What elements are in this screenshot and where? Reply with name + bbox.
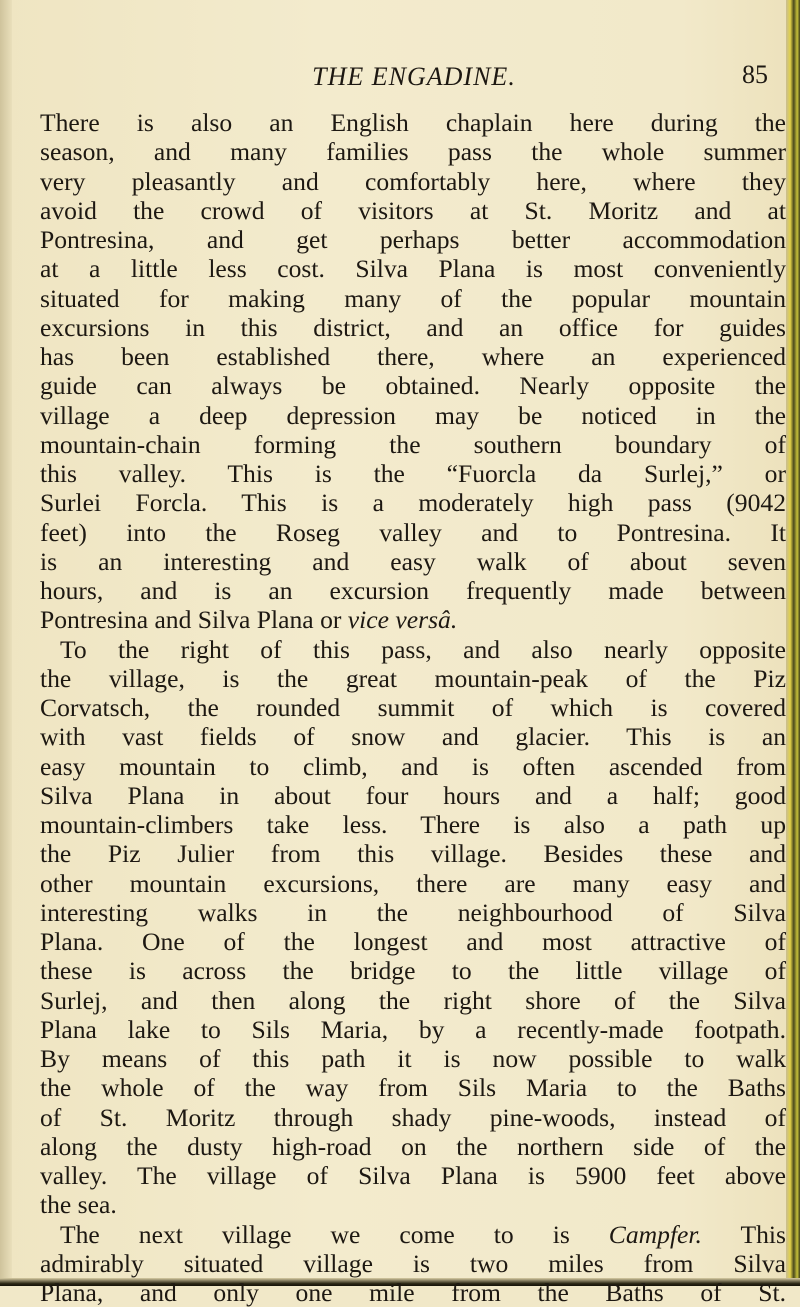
text-line: very pleasantly and comfortably here, where they: [40, 166, 786, 196]
text-line: situated for making many of the popular mountain: [40, 283, 786, 313]
italic-text: Campfer.: [608, 1219, 702, 1249]
text-line: valley. The village of Silva Plana is 5900 feet above: [40, 1161, 786, 1190]
text-line: the village, is the great mountain-peak of the Piz: [40, 663, 786, 693]
text-line: is an interesting and easy walk of about seven: [40, 546, 786, 576]
text-line: Plana, and only one mile from the Baths of St.: [40, 1278, 786, 1307]
text-line: at a little less cost. Silva Plana is most conveniently: [40, 254, 786, 284]
text-line: this valley. This is the “Fuorcla da Surlej,” or: [40, 459, 786, 488]
text-fragment: Pontresina and Silva Plana or: [40, 605, 342, 635]
italic-text: vice versâ.: [347, 605, 458, 635]
text-line: Surlej, and then along the right shore of the Silva: [40, 985, 786, 1015]
text-line: By means of this path it is now possible to walk: [40, 1044, 786, 1073]
text-line: guide can always be obtained. Nearly opposite the: [40, 371, 786, 401]
text-line: [40, 1220, 786, 1249]
text-line: Corvatsch, the rounded summit of which is covered: [40, 693, 786, 722]
text-line: the Piz Julier from this village. Besides these and: [40, 839, 786, 869]
text-line: Silva Plana in about four hours and a half; good: [40, 780, 786, 810]
text-line: these is across the bridge to the little village of: [40, 956, 786, 986]
text-line: There is also an English chaplain here during the: [40, 108, 786, 137]
text-line: Pontresina, and get perhaps better accommodation: [40, 225, 786, 254]
running-header: [40, 62, 780, 102]
text-line: [40, 605, 786, 634]
page-number: 85: [742, 60, 768, 89]
text-line: along the dusty high-road on the northern side of the: [40, 1131, 786, 1161]
text-line: the sea.: [40, 1190, 117, 1220]
body-text: [40, 108, 786, 1307]
text-line: excursions in this district, and an office for guides: [40, 312, 786, 342]
text-line: Plana lake to Sils Maria, by a recently-made footpath.: [40, 1014, 786, 1044]
text-line: admirably situated village is two miles from Silva: [40, 1248, 786, 1278]
book-edge: [786, 0, 800, 1286]
text-line: feet) into the Roseg valley and to Pontresina. It: [40, 517, 786, 547]
text-line: season, and many families pass the whole summer: [40, 137, 786, 167]
text-line: interesting walks in the neighbourhood of Silva: [40, 897, 786, 927]
text-line: hours, and is an excursion frequently made between: [40, 576, 786, 605]
text-line: Surlei Forcla. This is a moderately high pass (9042: [40, 488, 786, 518]
text-fragment: The next village we come to is: [60, 1219, 570, 1249]
text-line: To the right of this pass, and also nearly opposite: [60, 634, 786, 664]
text-line: Plana. One of the longest and most attractive of: [40, 927, 786, 956]
text-line: mountain-climbers take less. There is also a path up: [40, 810, 786, 839]
text-line: the whole of the way from Sils Maria to the Baths: [40, 1073, 786, 1103]
text-line: other mountain excursions, there are many easy and: [40, 868, 786, 898]
text-fragment: This: [740, 1219, 786, 1249]
text-line: of St. Moritz through shady pine-woods, instead of: [40, 1102, 786, 1132]
text-line: has been established there, where an experienced: [40, 342, 786, 371]
page-gutter-shadow: [0, 0, 12, 1286]
text-line: easy mountain to climb, and is often ascended from: [40, 751, 786, 781]
text-line: avoid the crowd of visitors at St. Moritz and at: [40, 195, 786, 225]
text-line: village a deep depression may be noticed in the: [40, 400, 786, 430]
text-line: mountain-chain forming the southern boundary of: [40, 429, 786, 459]
text-line: with vast fields of snow and glacier. This is an: [40, 722, 786, 752]
running-title: THE ENGADINE.: [312, 62, 516, 91]
